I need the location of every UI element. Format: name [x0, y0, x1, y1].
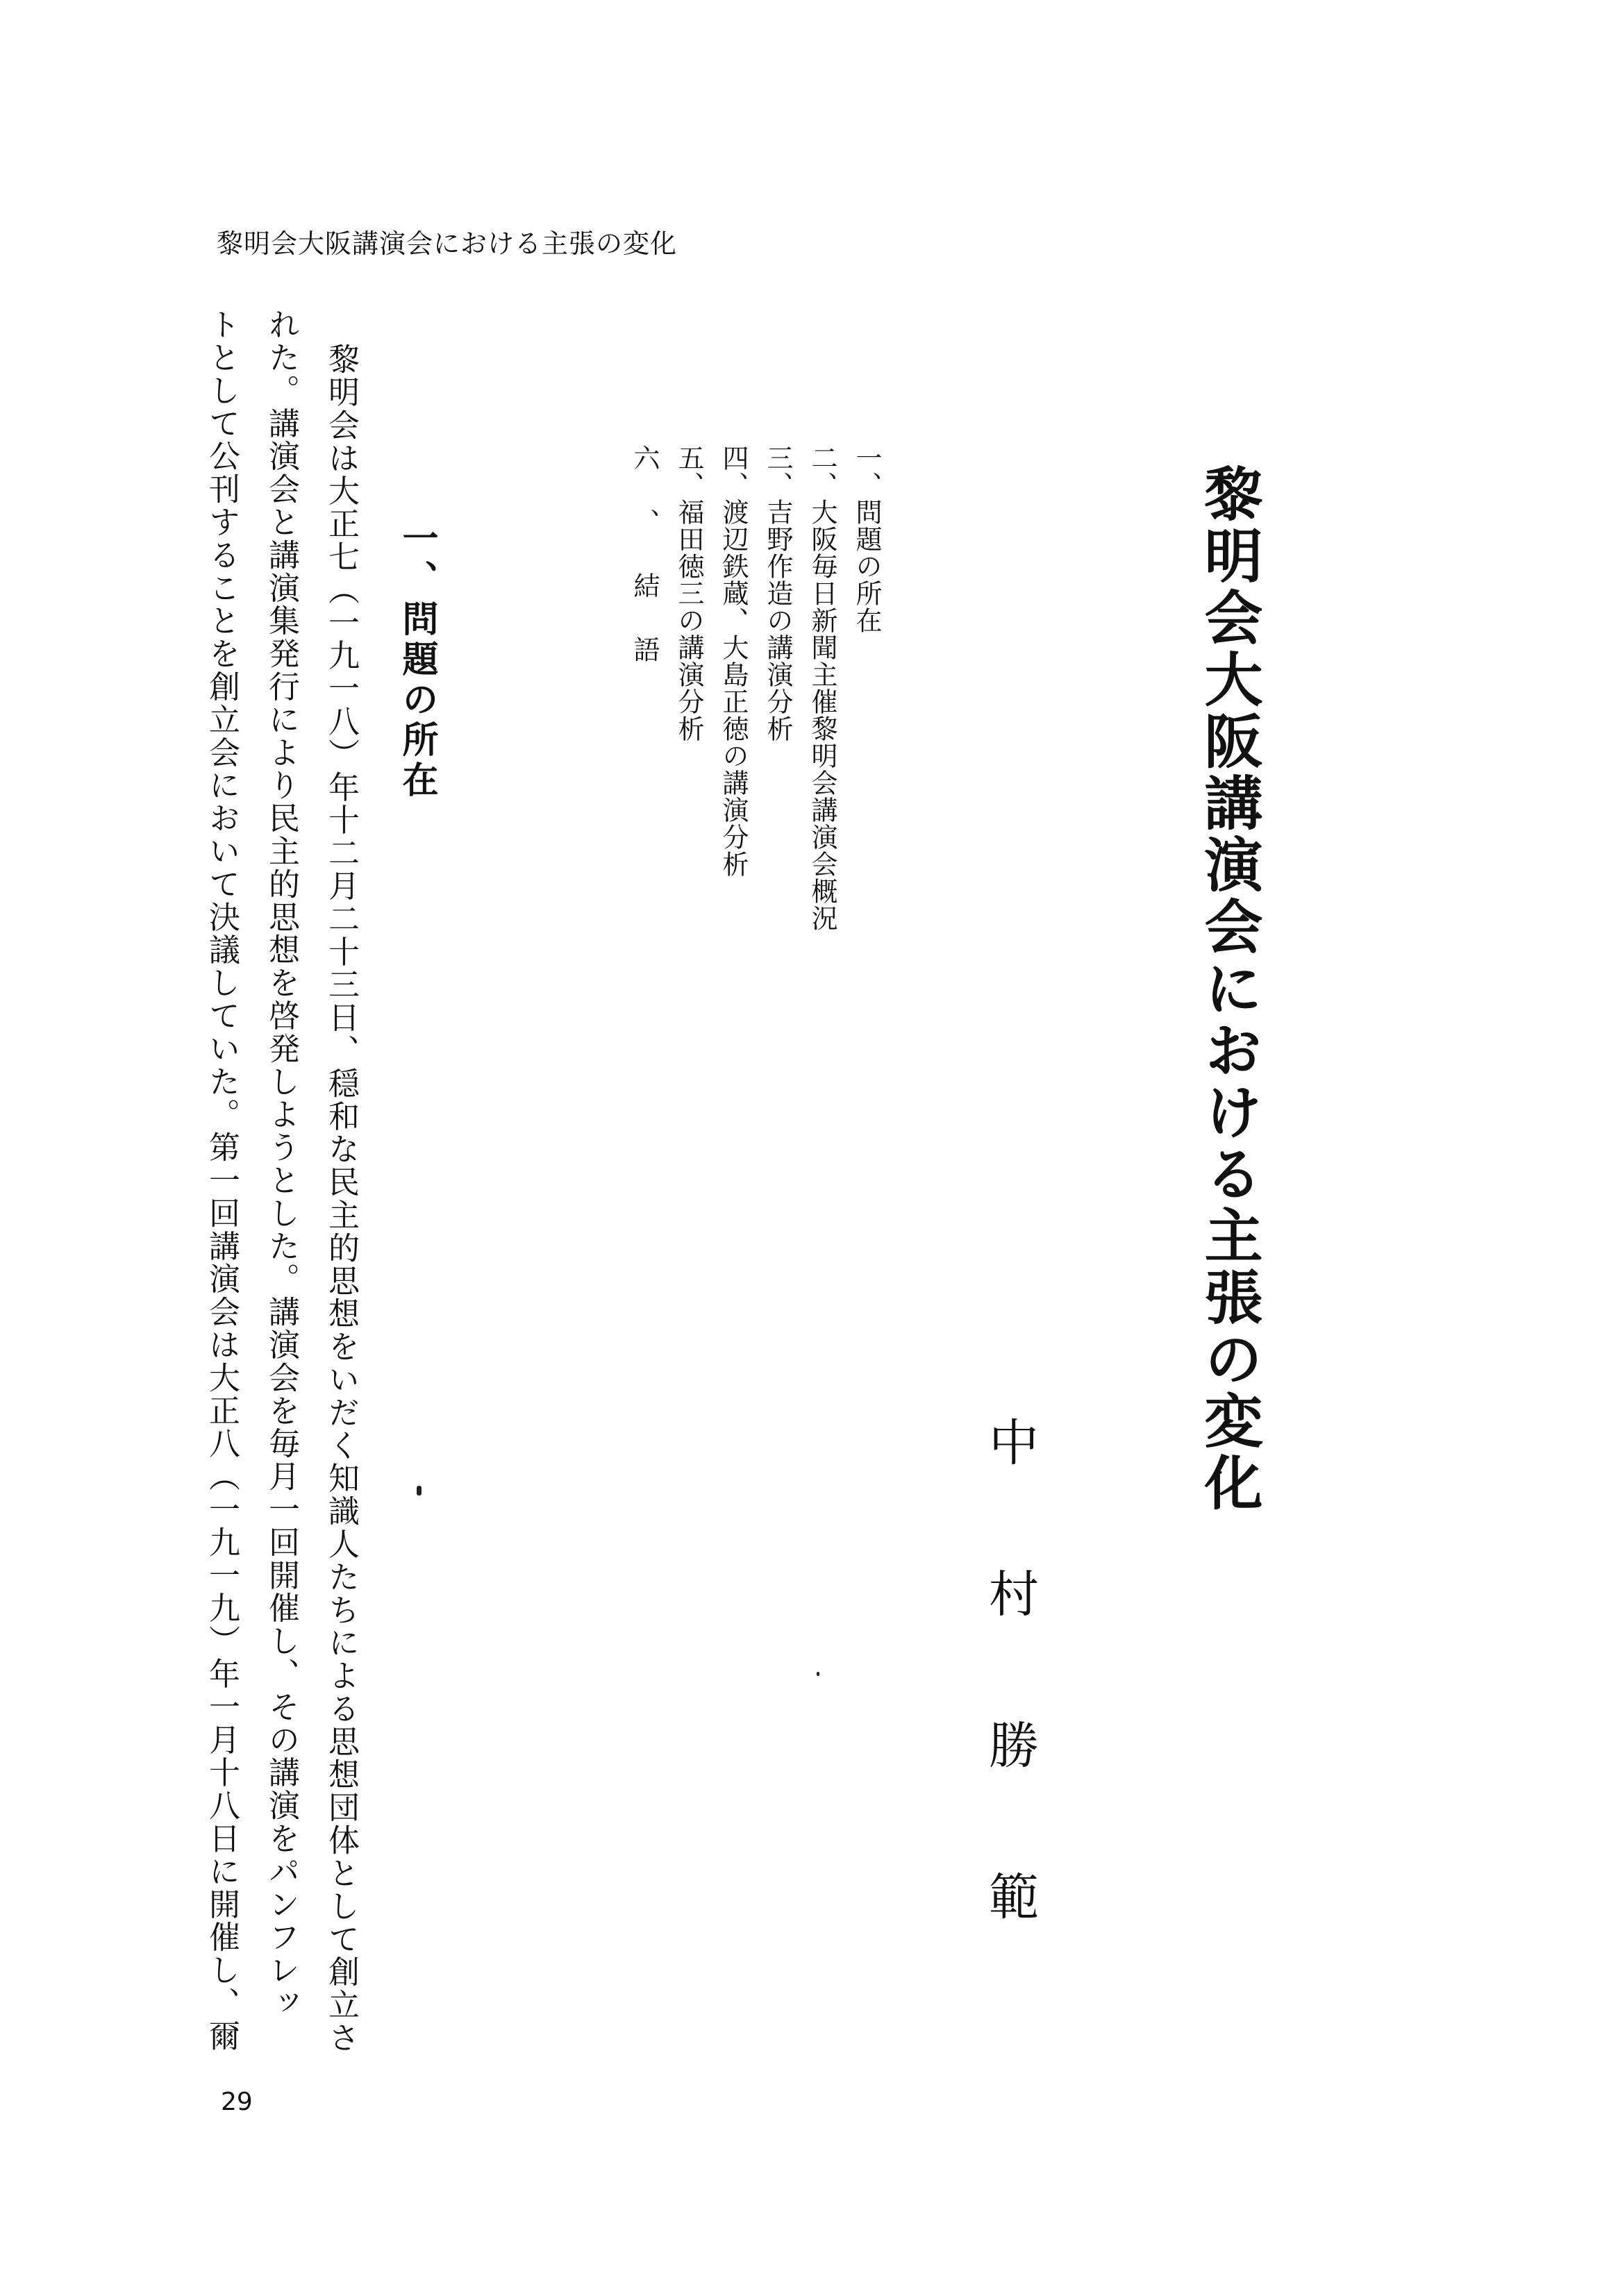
- toc-item-4: 四、渡辺鉄蔵、大島正徳の講演分析: [718, 444, 749, 878]
- scan-speck: [817, 1672, 819, 1676]
- section-heading: 一、問題の所在: [396, 519, 438, 801]
- body-line-3: トとして公刊することを創立会において決議していた。第一回講演会は大正八（一九一九）年一月十八日に開催し、爾: [203, 308, 240, 2053]
- running-header: 黎明会大阪講演会における主張の変化: [217, 228, 678, 259]
- toc-item-1: 一、問題の所在: [851, 444, 882, 634]
- toc-item-6: 六、結語: [629, 444, 660, 700]
- toc-item-5: 五、福田徳三の講演分析: [674, 444, 704, 742]
- author-name: 中村勝範: [981, 1416, 1039, 2022]
- body-line-2: れた。講演会と講演集発行により民主的思想を啓発しようとした。講演会を毎月一回開催し、その講演をパンフレッ: [263, 308, 300, 2020]
- article-title: 黎明会大阪講演会における主張の変化: [1195, 464, 1264, 1514]
- body-text: [187, 308, 371, 2086]
- page-number: 29: [221, 2088, 253, 2116]
- table-of-contents: [611, 444, 889, 930]
- toc-item-2: 二、大阪毎日新聞主催黎明会講演会概況: [807, 444, 837, 932]
- body-line-1: 黎明会は大正七（一九一八）年十二月二十三日、穏和な民主的思想をいだく知識人たちによる思想団体として創立さ: [323, 343, 360, 2054]
- toc-item-3: 三、吉野作造の講演分析: [762, 444, 793, 742]
- scan-speck: [417, 1486, 422, 1495]
